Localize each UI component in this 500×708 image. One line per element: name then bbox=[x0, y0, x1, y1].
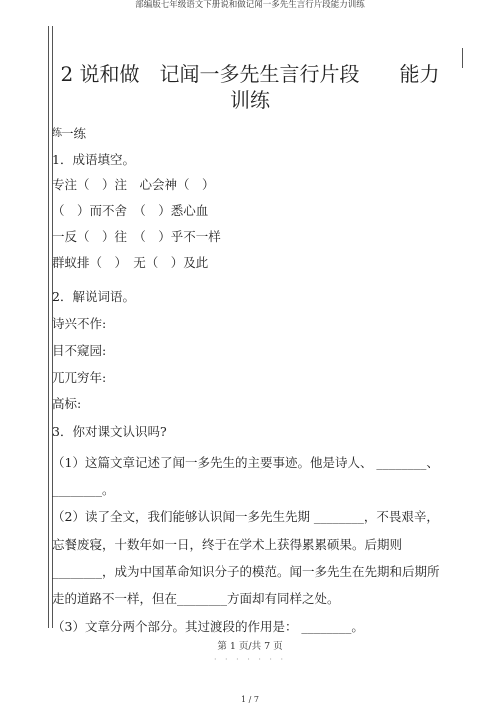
vocab-line: 兀兀穷年: bbox=[52, 370, 107, 385]
footer-dots: · · · · · · · bbox=[213, 655, 287, 664]
question-2-heading: 2．解说词语。 bbox=[52, 289, 135, 304]
question-3-text: ________，成为中国革命知识分子的模范。闻一多先生在先期和后期所 bbox=[52, 564, 440, 579]
document-title-line1: 2 说和做 记闻一多先生言行片段 能力 bbox=[60, 62, 440, 86]
question-3-text: （1）这篇文章记述了闻一多先生的主要事迹。他是诗人、 ________、 bbox=[52, 455, 439, 470]
question-3-text: ________。 bbox=[52, 482, 115, 497]
section-fragment: 练 bbox=[52, 128, 62, 139]
question-3-text: （2）读了全文，我们能够认识闻一多先生先期 ________，不畏艰辛， bbox=[52, 509, 439, 524]
idiom-line: 专注（ ）注 心会神（ ） bbox=[52, 177, 215, 192]
question-3-text: 忘餐废寝，十数年如一日，终于在学术上获得累累硕果。后期则 bbox=[52, 537, 403, 552]
page-label: 第 1 页/共 7 页 bbox=[217, 641, 283, 652]
section-label: 一练 bbox=[61, 126, 87, 141]
left-margin-line-outer bbox=[48, 26, 49, 628]
vocab-line: 诗兴不作: bbox=[52, 316, 107, 331]
vocab-line: 目不窥园: bbox=[52, 343, 107, 358]
question-3-heading: 3．你对课文认识吗? bbox=[52, 424, 167, 439]
document-title-line2: 训练 bbox=[230, 88, 270, 112]
vocab-line: 高标: bbox=[52, 396, 82, 411]
question-1-heading: 1．成语填空。 bbox=[52, 152, 135, 167]
idiom-line: 群蚁排（ ） 无（ ）及此 bbox=[52, 255, 209, 270]
idiom-line: （ ）而不舍 （ ）悉心血 bbox=[52, 203, 209, 218]
question-3-text: （3）文章分两个部分。其过渡段的作用是： ________。 bbox=[52, 619, 364, 634]
document-header: 部编版七年级语文下册说和做记闻一多先生言行片段能力训练 bbox=[135, 0, 365, 10]
page-counter: 1 / 7 bbox=[241, 695, 259, 704]
question-3-text: 走的道路不一样，但在________方面却有同样之处。 bbox=[52, 591, 340, 606]
idiom-line: 一反（ ）往 （ ）乎不一样 bbox=[52, 229, 221, 244]
